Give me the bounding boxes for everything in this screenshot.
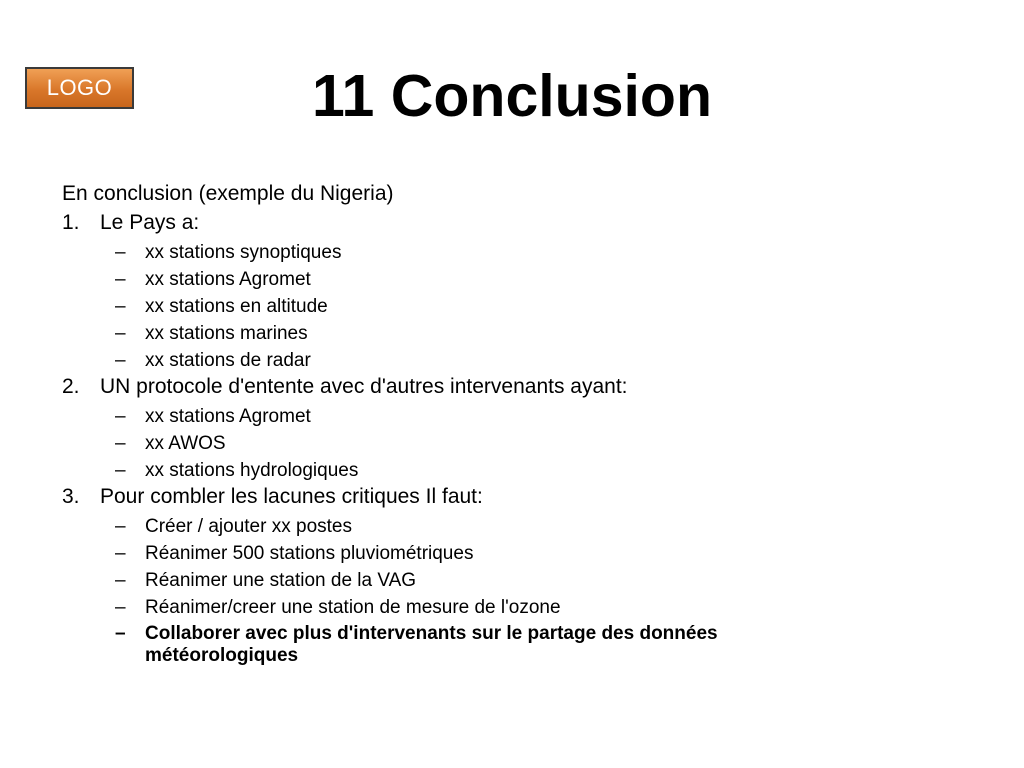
logo: LOGO: [25, 67, 134, 109]
dash-bullet: –: [115, 597, 126, 618]
dash-bullet: –: [115, 570, 126, 591]
list-item: [62, 295, 962, 318]
list-item-emphasized: [62, 623, 962, 667]
list-item-text: xx stations hydrologiques: [145, 460, 359, 481]
list-item: [62, 596, 962, 619]
section-1-list: [62, 241, 962, 372]
list-item-text: xx stations synoptiques: [145, 242, 342, 263]
list-item-text: xx stations de radar: [145, 350, 311, 371]
dash-bullet: –: [115, 543, 126, 564]
dash-bullet: –: [115, 460, 126, 481]
list-item: [62, 322, 962, 345]
list-item: [62, 542, 962, 565]
list-item: [62, 569, 962, 592]
dash-bullet: –: [115, 242, 126, 263]
dash-bullet: –: [115, 623, 126, 644]
section-heading-3: [62, 483, 962, 511]
list-item-text: xx stations en altitude: [145, 296, 328, 317]
list-item-text: Collaborer avec plus d'intervenants sur le partage des données météorologiques: [145, 623, 718, 666]
slide-title: 11 Conclusion: [312, 63, 712, 129]
list-item: [62, 268, 962, 291]
list-item-text: xx stations Agromet: [145, 406, 311, 427]
section-number: 2.: [62, 375, 80, 398]
list-item-text: Réanimer une station de la VAG: [145, 570, 417, 591]
list-item-text: xx AWOS: [145, 433, 226, 454]
section-heading-text: Pour combler les lacunes critiques Il faut:: [100, 485, 483, 508]
list-item-text: Réanimer 500 stations pluviométriques: [145, 543, 474, 564]
dash-bullet: –: [115, 269, 126, 290]
list-item-text: Réanimer/creer une station de mesure de l'ozone: [145, 597, 561, 618]
dash-bullet: –: [115, 350, 126, 371]
list-item: [62, 432, 962, 455]
list-item: [62, 515, 962, 538]
list-item: [62, 405, 962, 428]
dash-bullet: –: [115, 406, 126, 427]
dash-bullet: –: [115, 296, 126, 317]
section-heading-text: Le Pays a:: [100, 211, 200, 234]
slide-content: [62, 180, 962, 667]
list-item-text: Créer / ajouter xx postes: [145, 516, 352, 537]
list-item: [62, 459, 962, 482]
intro-text: En conclusion (exemple du Nigeria): [62, 182, 394, 205]
section-heading-text: UN protocole d'entente avec d'autres intervenants ayant:: [100, 375, 628, 398]
section-number: 1.: [62, 211, 80, 234]
dash-bullet: –: [115, 433, 126, 454]
section-number: 3.: [62, 485, 80, 508]
list-item: [62, 241, 962, 264]
section-heading-1: [62, 209, 962, 237]
section-2-list: [62, 405, 962, 482]
list-item-text: xx stations marines: [145, 323, 308, 344]
list-item-text: xx stations Agromet: [145, 269, 311, 290]
dash-bullet: –: [115, 323, 126, 344]
dash-bullet: –: [115, 516, 126, 537]
list-item: [62, 349, 962, 372]
section-heading-2: [62, 373, 962, 401]
section-3-list: [62, 515, 962, 667]
